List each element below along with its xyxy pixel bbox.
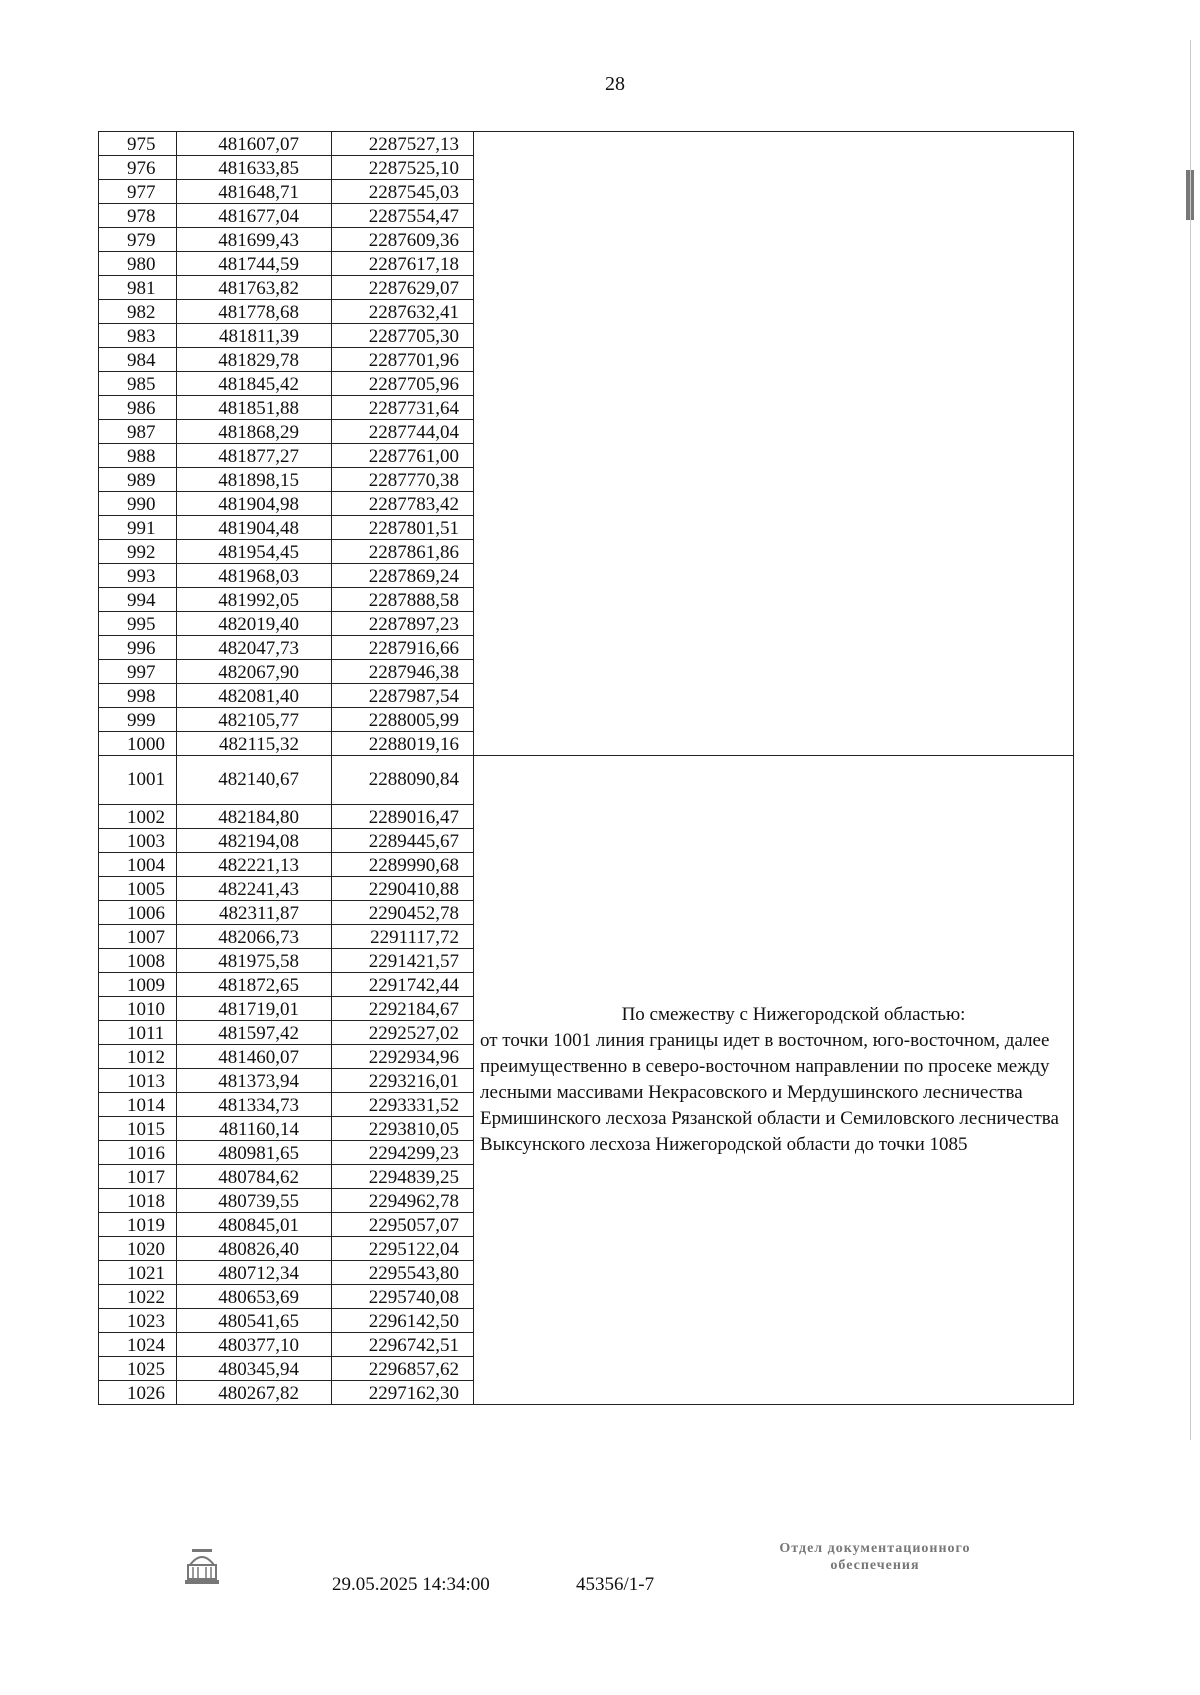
x-coordinate-cell: 481868,29 [177,420,332,444]
table-row [99,756,1074,805]
point-number-cell: 1015 [99,1117,177,1141]
point-number-cell: 987 [99,420,177,444]
x-coordinate-cell: 481633,85 [177,156,332,180]
x-coordinate-cell: 481744,59 [177,252,332,276]
y-coordinate-cell: 2290452,78 [332,901,474,925]
point-number-cell: 985 [99,372,177,396]
point-number-cell: 981 [99,276,177,300]
y-coordinate-cell: 2287545,03 [332,180,474,204]
x-coordinate-cell: 482115,32 [177,732,332,756]
point-number-cell: 977 [99,180,177,204]
x-coordinate-cell: 481460,07 [177,1045,332,1069]
x-coordinate-cell: 481968,03 [177,564,332,588]
x-coordinate-cell: 481373,94 [177,1069,332,1093]
x-coordinate-cell: 482221,13 [177,853,332,877]
y-coordinate-cell: 2287705,96 [332,372,474,396]
point-number-cell: 1013 [99,1069,177,1093]
point-number-cell: 1010 [99,997,177,1021]
footer-datetime: 29.05.2025 14:34:00 [332,1574,490,1595]
y-coordinate-cell: 2287629,07 [332,276,474,300]
x-coordinate-cell: 482184,80 [177,805,332,829]
x-coordinate-cell: 480784,62 [177,1165,332,1189]
point-number-cell: 984 [99,348,177,372]
x-coordinate-cell: 480377,10 [177,1333,332,1357]
x-coordinate-cell: 481334,73 [177,1093,332,1117]
department-stamp [720,1540,1030,1574]
y-coordinate-cell: 2287946,38 [332,660,474,684]
y-coordinate-cell: 2296742,51 [332,1333,474,1357]
y-coordinate-cell: 2292934,96 [332,1045,474,1069]
x-coordinate-cell: 482311,87 [177,901,332,925]
x-coordinate-cell: 482241,43 [177,877,332,901]
point-number-cell: 1004 [99,853,177,877]
x-coordinate-cell: 482047,73 [177,636,332,660]
x-coordinate-cell: 482081,40 [177,684,332,708]
y-coordinate-cell: 2287869,24 [332,564,474,588]
point-number-cell: 1018 [99,1189,177,1213]
x-coordinate-cell: 482067,90 [177,660,332,684]
point-number-cell: 1025 [99,1357,177,1381]
y-coordinate-cell: 2287783,42 [332,492,474,516]
y-coordinate-cell: 2289016,47 [332,805,474,829]
x-coordinate-cell: 481607,07 [177,132,332,156]
y-coordinate-cell: 2287609,36 [332,228,474,252]
point-number-cell: 1021 [99,1261,177,1285]
y-coordinate-cell: 2288019,16 [332,732,474,756]
y-coordinate-cell: 2287527,13 [332,132,474,156]
x-coordinate-cell: 480826,40 [177,1237,332,1261]
point-number-cell: 978 [99,204,177,228]
point-number-cell: 983 [99,324,177,348]
y-coordinate-cell: 2294839,25 [332,1165,474,1189]
y-coordinate-cell: 2296142,50 [332,1309,474,1333]
point-number-cell: 998 [99,684,177,708]
x-coordinate-cell: 481597,42 [177,1021,332,1045]
x-coordinate-cell: 481904,48 [177,516,332,540]
description-text: от точки 1001 линия границы идет в восточном, юго-восточном, далее преимущественно в северо-восточном направлении по просеке между лесными массивами Некрасовского и Мердушинского лесничества Ермишинского лесхоза Рязанской области и Семиловского лесничества Выксунского лесхоза Нижегородской области до точки 1085 [480,1030,1059,1155]
coordinates-table [98,131,1074,1405]
y-coordinate-cell: 2288005,99 [332,708,474,732]
y-coordinate-cell: 2291117,72 [332,925,474,949]
footer-document-id: 45356/1-7 [576,1574,655,1595]
x-coordinate-cell: 481898,15 [177,468,332,492]
x-coordinate-cell: 480653,69 [177,1285,332,1309]
y-coordinate-cell: 2287617,18 [332,252,474,276]
point-number-cell: 994 [99,588,177,612]
point-number-cell: 1003 [99,829,177,853]
x-coordinate-cell: 481975,58 [177,949,332,973]
x-coordinate-cell: 480712,34 [177,1261,332,1285]
point-number-cell: 999 [99,708,177,732]
description-cell [474,756,1074,1405]
x-coordinate-cell: 481829,78 [177,348,332,372]
point-number-cell: 975 [99,132,177,156]
scan-edge-line [1190,40,1191,1440]
point-number-cell: 1024 [99,1333,177,1357]
y-coordinate-cell: 2295543,80 [332,1261,474,1285]
y-coordinate-cell: 2287632,41 [332,300,474,324]
point-number-cell: 976 [99,156,177,180]
x-coordinate-cell: 481763,82 [177,276,332,300]
point-number-cell: 1001 [99,756,177,805]
y-coordinate-cell: 2287861,86 [332,540,474,564]
y-coordinate-cell: 2294962,78 [332,1189,474,1213]
y-coordinate-cell: 2288090,84 [332,756,474,805]
y-coordinate-cell: 2287744,04 [332,420,474,444]
y-coordinate-cell: 2290410,88 [332,877,474,901]
y-coordinate-cell: 2287705,30 [332,324,474,348]
point-number-cell: 979 [99,228,177,252]
point-number-cell: 1011 [99,1021,177,1045]
emblem-logo [180,1545,224,1589]
x-coordinate-cell: 481811,39 [177,324,332,348]
page-number: 28 [605,73,625,95]
x-coordinate-cell: 480541,65 [177,1309,332,1333]
x-coordinate-cell: 481677,04 [177,204,332,228]
point-number-cell: 980 [99,252,177,276]
y-coordinate-cell: 2293810,05 [332,1117,474,1141]
point-number-cell: 1007 [99,925,177,949]
point-number-cell: 1020 [99,1237,177,1261]
point-number-cell: 1017 [99,1165,177,1189]
y-coordinate-cell: 2291742,44 [332,973,474,997]
point-number-cell: 991 [99,516,177,540]
point-number-cell: 995 [99,612,177,636]
x-coordinate-cell: 481992,05 [177,588,332,612]
y-coordinate-cell: 2295740,08 [332,1285,474,1309]
stamp-line-1: Отдел документационного [779,1541,971,1556]
x-coordinate-cell: 481904,98 [177,492,332,516]
point-number-cell: 1002 [99,805,177,829]
description-title: По смежеству с Нижегородской областью: [621,1004,966,1025]
point-number-cell: 1012 [99,1045,177,1069]
point-number-cell: 989 [99,468,177,492]
x-coordinate-cell: 481699,43 [177,228,332,252]
y-coordinate-cell: 2297162,30 [332,1381,474,1405]
point-number-cell: 996 [99,636,177,660]
x-coordinate-cell: 480845,01 [177,1213,332,1237]
x-coordinate-cell: 482019,40 [177,612,332,636]
point-number-cell: 993 [99,564,177,588]
x-coordinate-cell: 482140,67 [177,756,332,805]
point-number-cell: 990 [99,492,177,516]
x-coordinate-cell: 480267,82 [177,1381,332,1405]
y-coordinate-cell: 2287897,23 [332,612,474,636]
point-number-cell: 1026 [99,1381,177,1405]
point-number-cell: 982 [99,300,177,324]
y-coordinate-cell: 2293216,01 [332,1069,474,1093]
point-number-cell: 988 [99,444,177,468]
y-coordinate-cell: 2289445,67 [332,829,474,853]
y-coordinate-cell: 2287888,58 [332,588,474,612]
y-coordinate-cell: 2293331,52 [332,1093,474,1117]
point-number-cell: 1009 [99,973,177,997]
y-coordinate-cell: 2291421,57 [332,949,474,973]
y-coordinate-cell: 2294299,23 [332,1141,474,1165]
y-coordinate-cell: 2287731,64 [332,396,474,420]
point-number-cell: 1023 [99,1309,177,1333]
x-coordinate-cell: 481845,42 [177,372,332,396]
stamp-line-2: обеспечения [830,1558,920,1573]
point-number-cell: 997 [99,660,177,684]
point-number-cell: 986 [99,396,177,420]
y-coordinate-cell: 2292184,67 [332,997,474,1021]
table-row [99,132,1074,156]
x-coordinate-cell: 481719,01 [177,997,332,1021]
x-coordinate-cell: 481778,68 [177,300,332,324]
x-coordinate-cell: 480345,94 [177,1357,332,1381]
x-coordinate-cell: 481954,45 [177,540,332,564]
point-number-cell: 1022 [99,1285,177,1309]
y-coordinate-cell: 2292527,02 [332,1021,474,1045]
y-coordinate-cell: 2287916,66 [332,636,474,660]
y-coordinate-cell: 2295122,04 [332,1237,474,1261]
y-coordinate-cell: 2287987,54 [332,684,474,708]
y-coordinate-cell: 2287770,38 [332,468,474,492]
y-coordinate-cell: 2295057,07 [332,1213,474,1237]
point-number-cell: 1014 [99,1093,177,1117]
y-coordinate-cell: 2287701,96 [332,348,474,372]
y-coordinate-cell: 2289990,68 [332,853,474,877]
point-number-cell: 1008 [99,949,177,973]
coordinates-table-body [99,132,1074,1405]
point-number-cell: 1000 [99,732,177,756]
point-number-cell: 1005 [99,877,177,901]
x-coordinate-cell: 482105,77 [177,708,332,732]
x-coordinate-cell: 481160,14 [177,1117,332,1141]
y-coordinate-cell: 2287525,10 [332,156,474,180]
y-coordinate-cell: 2287761,00 [332,444,474,468]
point-number-cell: 1006 [99,901,177,925]
x-coordinate-cell: 482194,08 [177,829,332,853]
y-coordinate-cell: 2296857,62 [332,1357,474,1381]
x-coordinate-cell: 481648,71 [177,180,332,204]
y-coordinate-cell: 2287801,51 [332,516,474,540]
y-coordinate-cell: 2287554,47 [332,204,474,228]
point-number-cell: 992 [99,540,177,564]
description-cell-empty [474,132,1074,756]
x-coordinate-cell: 481872,65 [177,973,332,997]
x-coordinate-cell: 480739,55 [177,1189,332,1213]
x-coordinate-cell: 481877,27 [177,444,332,468]
point-number-cell: 1016 [99,1141,177,1165]
x-coordinate-cell: 480981,65 [177,1141,332,1165]
x-coordinate-cell: 481851,88 [177,396,332,420]
x-coordinate-cell: 482066,73 [177,925,332,949]
point-number-cell: 1019 [99,1213,177,1237]
